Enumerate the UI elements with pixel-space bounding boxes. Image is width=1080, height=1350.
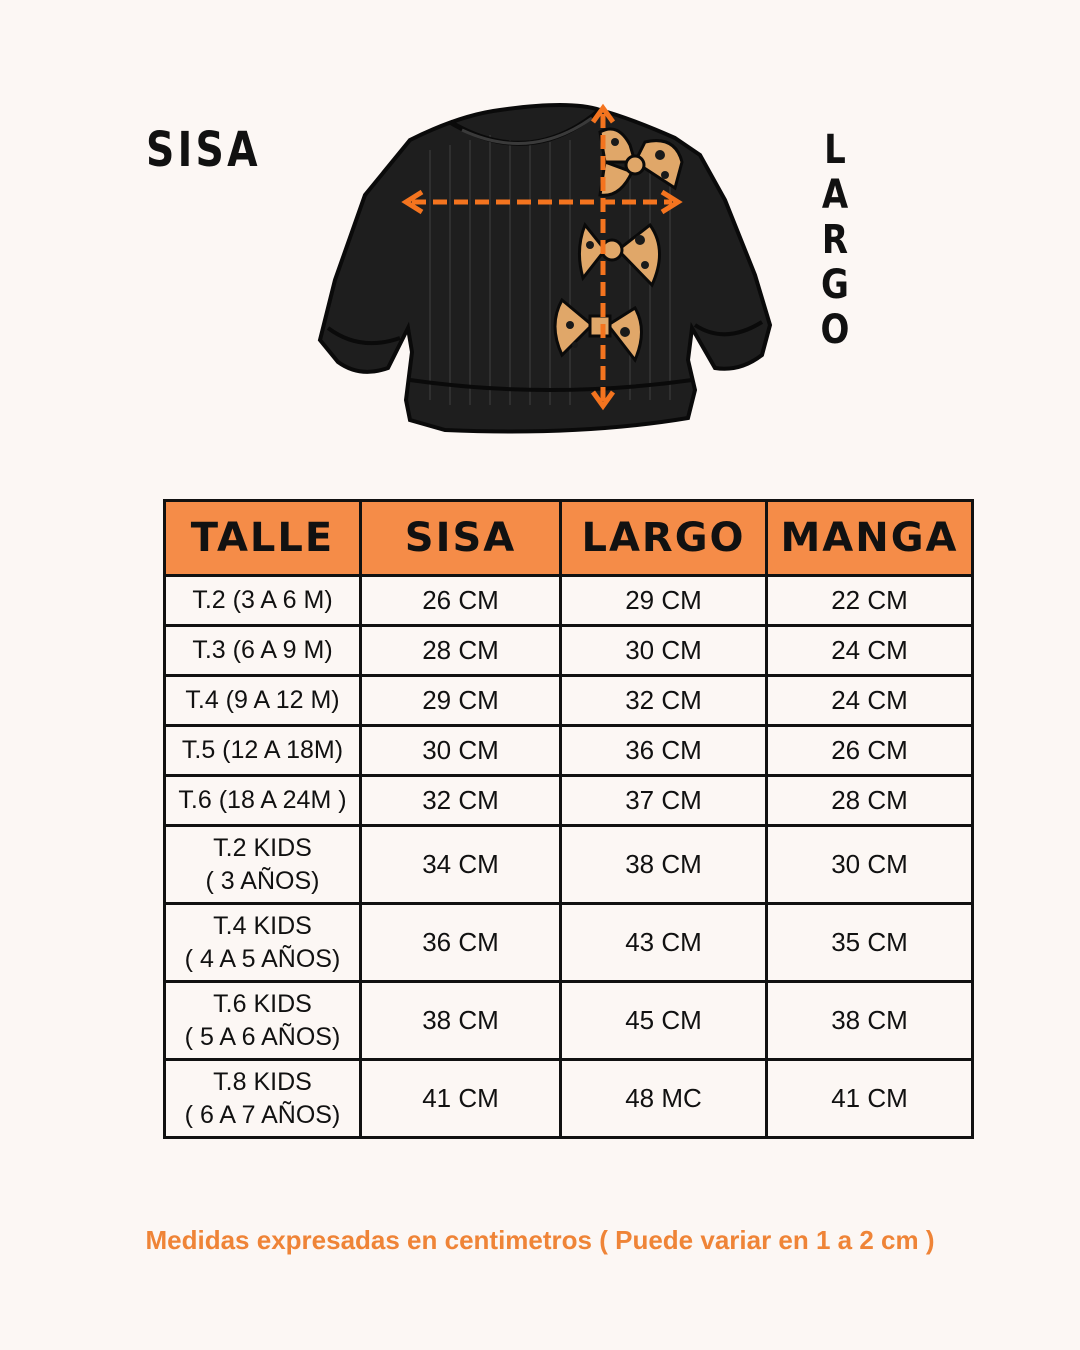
table-row (165, 904, 973, 982)
largo-cell: 29 CM (561, 576, 767, 626)
header-manga: MANGA (767, 501, 973, 576)
sisa-cell: 36 CM (361, 904, 561, 982)
largo-label: LARGO (820, 127, 850, 353)
header-sisa: SISA (361, 501, 561, 576)
largo-cell: 30 CM (561, 626, 767, 676)
header-largo: LARGO (561, 501, 767, 576)
sweatshirt-icon (300, 100, 790, 440)
table-row (165, 726, 973, 776)
sisa-cell: 26 CM (361, 576, 561, 626)
talle-cell: T.4 KIDS ( 4 A 5 AÑOS) (165, 904, 361, 982)
manga-cell: 22 CM (767, 576, 973, 626)
manga-cell: 28 CM (767, 776, 973, 826)
manga-cell: 30 CM (767, 826, 973, 904)
largo-cell: 38 CM (561, 826, 767, 904)
manga-cell: 41 CM (767, 1060, 973, 1138)
sweatshirt-body (320, 105, 770, 432)
sisa-cell: 38 CM (361, 982, 561, 1060)
table-row (165, 626, 973, 676)
manga-cell: 35 CM (767, 904, 973, 982)
talle-cell: T.6 (18 A 24M ) (165, 776, 361, 826)
manga-cell: 24 CM (767, 626, 973, 676)
sisa-cell: 28 CM (361, 626, 561, 676)
table-row (165, 826, 973, 904)
table-row (165, 576, 973, 626)
sisa-cell: 30 CM (361, 726, 561, 776)
header-talle: TALLE (165, 501, 361, 576)
talle-cell: T.2 (3 A 6 M) (165, 576, 361, 626)
table-row (165, 676, 973, 726)
sisa-cell: 41 CM (361, 1060, 561, 1138)
largo-cell: 43 CM (561, 904, 767, 982)
talle-cell: T.8 KIDS ( 6 A 7 AÑOS) (165, 1060, 361, 1138)
header-row (165, 501, 973, 576)
sisa-cell: 32 CM (361, 776, 561, 826)
largo-cell: 36 CM (561, 726, 767, 776)
manga-cell: 38 CM (767, 982, 973, 1060)
talle-cell: T.4 (9 A 12 M) (165, 676, 361, 726)
size-table (163, 499, 974, 1139)
footnote: Medidas expresadas en centimetros ( Puede variar en 1 a 2 cm ) (145, 1225, 935, 1255)
largo-cell: 45 CM (561, 982, 767, 1060)
sisa-cell: 34 CM (361, 826, 561, 904)
sisa-label: SISA (146, 122, 261, 178)
talle-cell: T.6 KIDS ( 5 A 6 AÑOS) (165, 982, 361, 1060)
largo-cell: 48 MC (561, 1060, 767, 1138)
table-row (165, 1060, 973, 1138)
sisa-cell: 29 CM (361, 676, 561, 726)
talle-cell: T.2 KIDS ( 3 AÑOS) (165, 826, 361, 904)
talle-cell: T.3 (6 A 9 M) (165, 626, 361, 676)
manga-cell: 24 CM (767, 676, 973, 726)
table-row (165, 982, 973, 1060)
manga-cell: 26 CM (767, 726, 973, 776)
talle-cell: T.5 (12 A 18M) (165, 726, 361, 776)
largo-cell: 32 CM (561, 676, 767, 726)
largo-cell: 37 CM (561, 776, 767, 826)
table-row (165, 776, 973, 826)
